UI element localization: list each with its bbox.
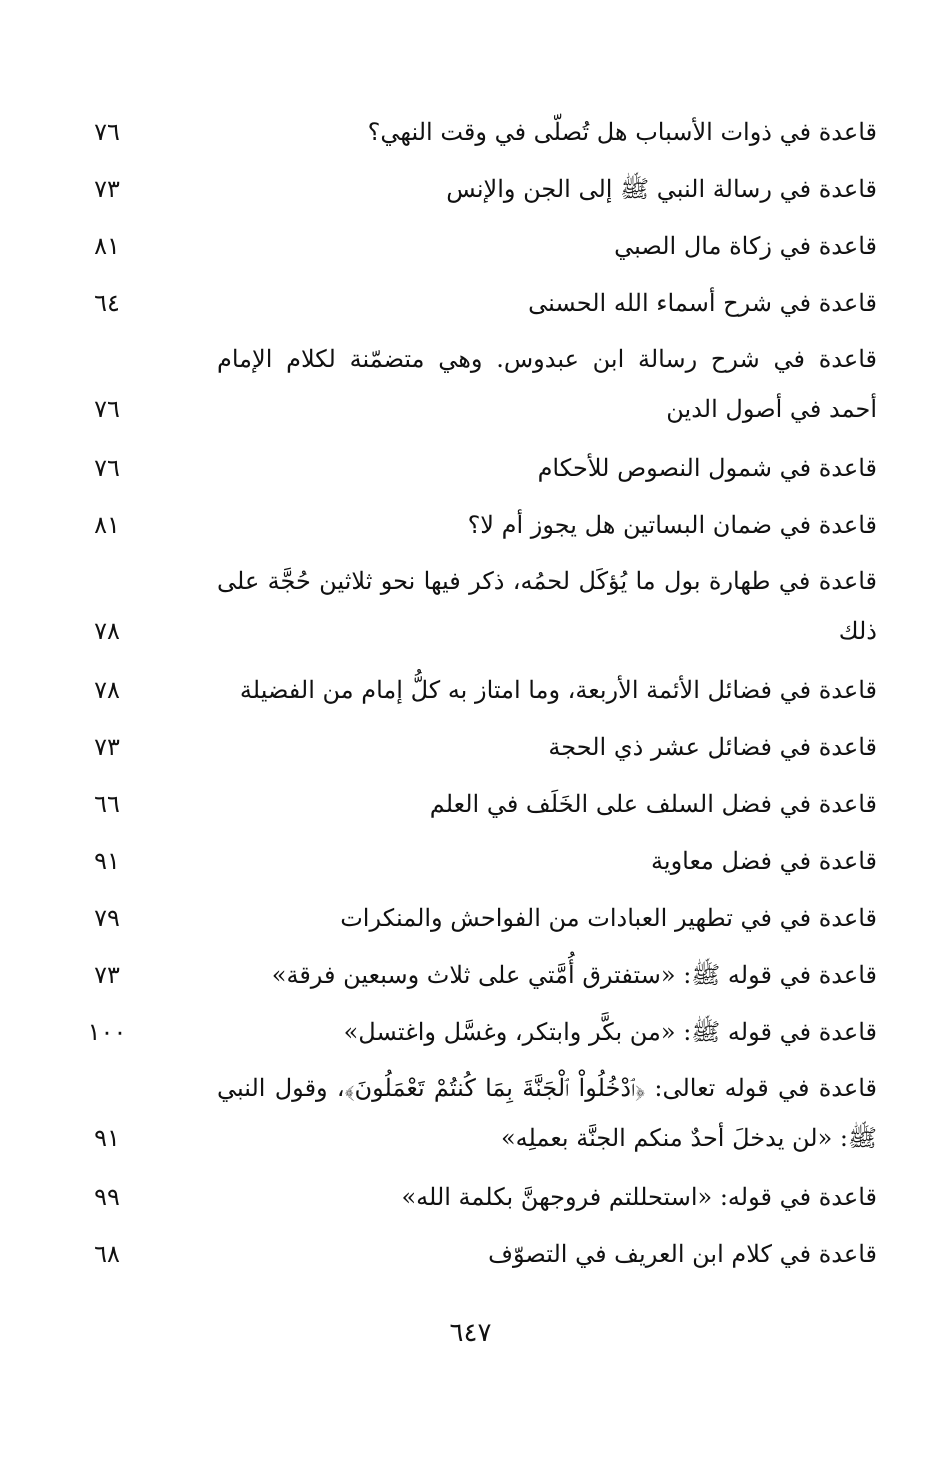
index-entry — [72, 947, 877, 1004]
index-entry — [72, 1061, 877, 1169]
entry-title: قاعدة في كلام ابن العريف في التصوّف — [488, 1240, 877, 1268]
entry-page-number: ٧٨ — [94, 676, 120, 704]
entry-page-number: ٨١ — [94, 511, 120, 539]
index-entry — [72, 104, 877, 161]
entry-page-number: ٨١ — [94, 232, 120, 260]
entry-page-number: ٦٤ — [94, 289, 120, 317]
index-entry — [72, 1004, 877, 1061]
index-entry — [72, 554, 877, 662]
entry-page-number: ٧٣ — [94, 961, 120, 989]
index-entry — [72, 1226, 877, 1283]
index-entry — [72, 332, 877, 440]
entry-title: قاعدة في ضمان البساتين هل يجوز أم لا؟ — [467, 511, 877, 539]
entry-page-number: ٧٦ — [94, 118, 120, 146]
entry-page-number: ٧٦ — [94, 395, 120, 423]
index-entry — [72, 497, 877, 554]
index-entry — [72, 776, 877, 833]
index-list — [72, 104, 877, 1283]
entry-page-number: ٧٣ — [94, 175, 120, 203]
entry-title: قاعدة في ذوات الأسباب هل تُصلّى في وقت النهي؟ — [367, 118, 877, 146]
entry-page-number: ٩١ — [94, 847, 120, 875]
entry-title: قاعدة في فضائل الأئمة الأربعة، وما امتاز به كلُّ إمام من الفضيلة — [239, 676, 877, 704]
entry-page-number: ٧٩ — [94, 904, 120, 932]
entry-title: قاعدة في قوله ﷺ: «ستفترق أُمَّتي على ثلاث وسبعين فرقة» — [271, 961, 877, 989]
entry-title: قاعدة في قوله ﷺ: «من بكَّر وابتكر، وغسَّل واغتسل» — [343, 1018, 877, 1046]
entry-page-number: ٦٦ — [94, 790, 120, 818]
entry-page-number: ٧٦ — [94, 454, 120, 482]
entry-title: قاعدة في زكاة مال الصبي — [614, 232, 877, 260]
entry-title: قاعدة في فضائل عشر ذي الحجة — [548, 733, 877, 761]
index-entry — [72, 662, 877, 719]
entry-page-number: ١٠٠ — [87, 1018, 127, 1046]
entry-title: قاعدة في طهارة بول ما يُؤكَل لحمُه، ذكر فيها نحو ثلاثين حُجَّة على ذلك — [217, 567, 877, 645]
index-entry — [72, 440, 877, 497]
entry-title: قاعدة في في تطهير العبادات من الفواحش والمنكرات — [340, 904, 877, 932]
index-entry — [72, 218, 877, 275]
index-entry — [72, 161, 877, 218]
index-entry — [72, 275, 877, 332]
entry-title: قاعدة في شرح أسماء الله الحسنى — [528, 289, 877, 317]
entry-page-number: ٧٣ — [94, 733, 120, 761]
page-number: ٦٤٧ — [449, 1318, 492, 1348]
entry-title: قاعدة في فضل السلف على الخَلَف في العلم — [429, 790, 877, 818]
index-entry — [72, 719, 877, 776]
entry-title: قاعدة في رسالة النبي ﷺ إلى الجن والإنس — [446, 175, 877, 203]
entry-title: قاعدة في فضل معاوية — [651, 847, 877, 875]
entry-title: قاعدة في شرح رسالة ابن عبدوس. وهي متضمّنة لكلام الإمام أحمد في أصول الدين — [217, 345, 877, 423]
index-entry — [72, 833, 877, 890]
entry-page-number: ٧٨ — [94, 617, 120, 645]
entry-title: قاعدة في شمول النصوص للأحكام — [537, 454, 877, 482]
index-entry — [72, 890, 877, 947]
entry-page-number: ٦٨ — [94, 1240, 120, 1268]
entry-page-number: ٩٩ — [94, 1183, 120, 1211]
entry-page-number: ٩١ — [94, 1124, 120, 1152]
index-entry — [72, 1169, 877, 1226]
entry-title: قاعدة في قوله: «استحللتم فروجهنَّ بكلمة الله» — [401, 1183, 877, 1211]
entry-title: قاعدة في قوله تعالى: ﴿ٱدْخُلُواْ ٱلْجَنَّةَ بِمَا كُنتُمْ تَعْمَلُونَ﴾، وقول النبي ﷺ: «لن يدخلَ أحدٌ منكم الجنَّة بعملِه» — [217, 1074, 877, 1152]
